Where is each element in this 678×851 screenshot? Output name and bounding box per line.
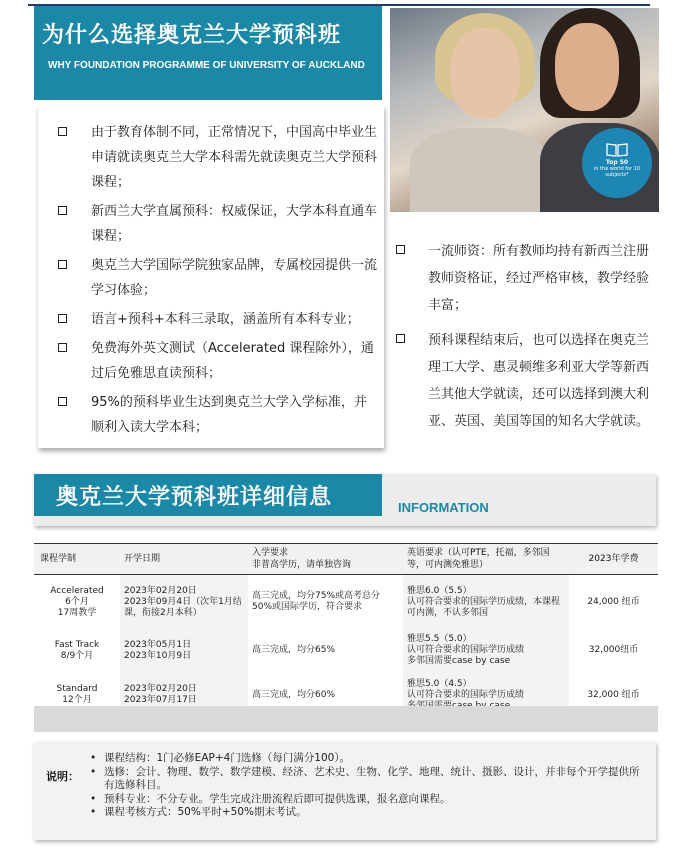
checkbox-bullet-icon	[58, 397, 67, 406]
table-row: Standard 12个月 2023年02月20日 2023年07月17日 高三完成，均分60% 雅思5.0（4.5） 认可符合要求的国际学历成绩 32,000 纽币	[34, 672, 658, 718]
list-item: 奥克兰大学国际学院独家品牌，专属校园提供一流学习体验；	[58, 253, 378, 303]
why-subtitle: WHY FOUNDATION PROGRAMME OF UNIVERSITY OF AUCKLAND	[48, 60, 365, 71]
checkbox-bullet-icon	[58, 206, 67, 215]
checkbox-bullet-icon	[396, 245, 405, 254]
list-item: • 选修：会计、物理、数学、数学建模、经济、艺术史、生物、化学、地理、统计、摄影、设计，并非每个开学提供所有选修科目。	[88, 766, 648, 793]
notes-label: 说明：	[46, 770, 79, 783]
why-header	[34, 6, 382, 100]
reasons-card	[38, 106, 384, 448]
programme-table	[34, 543, 658, 718]
ranking-badge	[582, 128, 652, 198]
list-item: 95%的预科毕业生达到奥克兰大学入学标准，并顺利入读大学本科；	[58, 390, 378, 440]
checkbox-bullet-icon	[58, 260, 67, 269]
book-icon	[606, 142, 628, 157]
checkbox-bullet-icon	[58, 343, 67, 352]
col-entry-req: 入学要求 非普高学历，请单独咨询	[248, 544, 403, 575]
col-duration: 课程学制	[34, 544, 120, 575]
list-item: 新西兰大学直属预科：权威保证，大学本科直通车课程；	[58, 199, 378, 249]
info-title: 奥克兰大学预科班详细信息	[56, 485, 333, 510]
notes-list	[88, 752, 648, 820]
why-title: 为什么选择奥克兰大学预科班	[42, 23, 342, 48]
checkbox-bullet-icon	[396, 334, 405, 343]
info-subtitle: INFORMATION	[398, 500, 489, 515]
checkbox-bullet-icon	[58, 127, 67, 136]
table-footer-band	[34, 706, 658, 732]
list-item: • 课程考核方式：50%平时+50%期末考试。	[88, 806, 648, 820]
col-fee: 2023年学费	[569, 544, 658, 575]
table-header-row	[34, 544, 658, 575]
table-row: Fast Track 8/9个月 2023年05月1日 2023年10月9日 高三完成，均分65% 雅思5.5（5.0） 认可符合要求的国际学历成绩 多邻国需要case by case 32,000纽币	[34, 629, 658, 672]
list-item: 免费海外英文测试（Accelerated 课程除外），通过后免雅思直读预科；	[58, 336, 378, 386]
reasons-list	[58, 120, 378, 444]
list-item: 由于教育体制不同，正常情况下，中国高中毕业生申请就读奥克兰大学本科需先就读奥克兰大学预科课程；	[58, 120, 378, 195]
notes-box	[34, 742, 656, 840]
col-start-date: 开学日期	[120, 544, 248, 575]
list-item: 语言+预科+本科三录取，涵盖所有本科专业；	[58, 307, 378, 332]
list-item: 预科课程结束后，也可以选择在奥克兰理工大学、惠灵顿维多利亚大学等新西兰其他大学就读，还可以选择到澳大利亚、英国、美国等国的知名大学就读。	[396, 327, 658, 435]
more-reasons-list	[396, 238, 658, 443]
info-header	[34, 474, 656, 526]
table-row: Accelerated 6个月 17周教学 2023年02月20日 2023年09月4日（次年1月结课，衔接2月本科） 高三完成，均分75%或高考总分50%或国际学历，符合要求 雅思6.0（5.5） 认可符合要求的国际学历成绩，本课程可内测，不认多邻国 24,000 纽币	[34, 575, 658, 630]
list-item: • 课程结构：1门必修EAP+4门选修（每门满分100）。	[88, 752, 648, 766]
list-item: • 预科专业：不分专业。学生完成注册流程后即可提供选课，报名意向课程。	[88, 793, 648, 807]
list-item: 一流师资：所有教师均持有新西兰注册教师资格证，经过严格审核，教学经验丰富；	[396, 238, 658, 319]
badge-line1: Top 50	[605, 159, 629, 166]
badge-line2: in the world for 10 subjects*	[593, 166, 641, 178]
col-english-req: 英语要求（认可PTE，托福，多邻国等，可内测免雅思）	[403, 544, 569, 575]
checkbox-bullet-icon	[58, 314, 67, 323]
